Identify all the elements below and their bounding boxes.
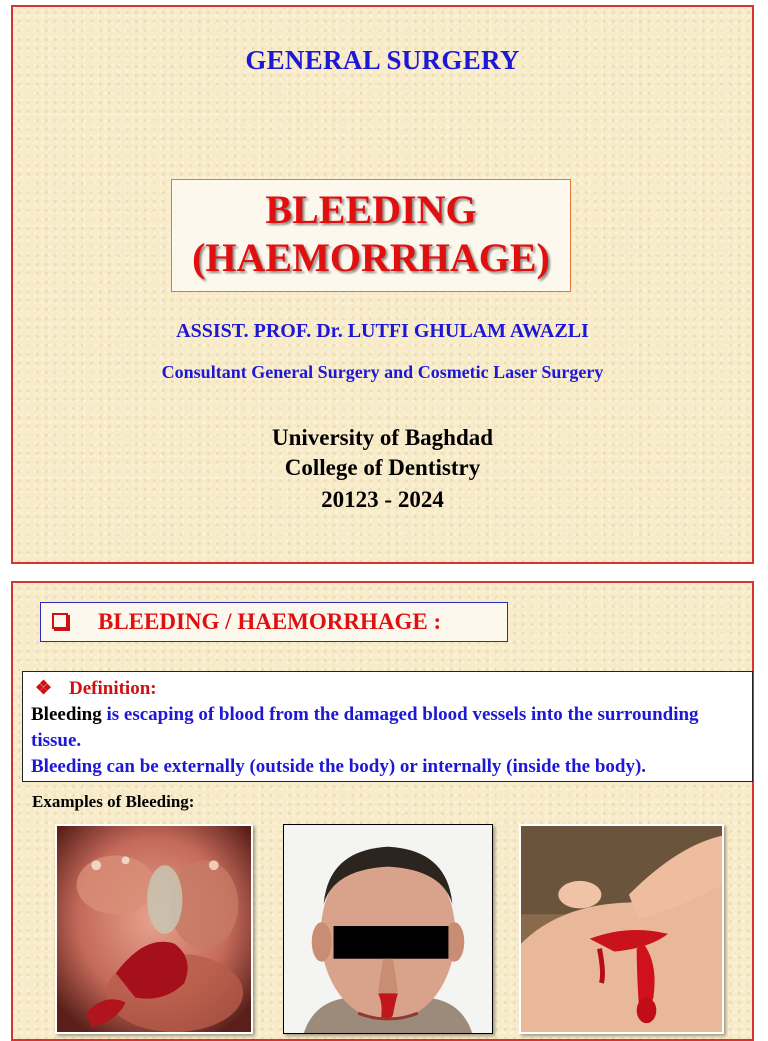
diamond-bullet-icon: ❖ [35, 678, 53, 699]
title-line-2: (HAEMORRHAGE) [192, 235, 550, 280]
examples-label: Examples of Bleeding: [32, 792, 195, 811]
title-slide [11, 5, 754, 564]
definition-slide [11, 581, 754, 1041]
section-heading [40, 602, 508, 642]
author-role: Consultant General Surgery and Cosmetic Laser Surgery [161, 362, 604, 382]
college-name: College of Dentistry [284, 455, 481, 480]
definition-line [31, 702, 744, 754]
author-name: ASSIST. PROF. Dr. LUTFI GHULAM AWAZLI [176, 320, 589, 342]
definition-text-2: Bleeding can be externally (outside the body) or internally (inside the body). [31, 756, 647, 777]
definition-box [22, 671, 753, 782]
course-subject: GENERAL SURGERY [245, 45, 520, 75]
definition-label: Definition: [69, 678, 157, 699]
finger-cut-bleeding-photo [519, 824, 724, 1034]
title-box [171, 179, 571, 292]
definition-label-row [31, 676, 744, 702]
definition-text: is escaping of blood from the damaged blood vessels into the surrounding tissue. [31, 704, 699, 751]
university-name: University of Baghdad [271, 425, 494, 450]
academic-years: 20123 - 2024 [321, 487, 444, 512]
definition-term: Bleeding [31, 704, 102, 725]
section-heading-text: BLEEDING / HAEMORRHAGE : [98, 609, 442, 634]
nosebleed-face-photo [283, 824, 493, 1034]
internal-bleeding-endoscopy-photo [55, 824, 253, 1034]
title-line-1: BLEEDING [265, 187, 477, 232]
checkbox-bullet-icon [52, 613, 68, 629]
